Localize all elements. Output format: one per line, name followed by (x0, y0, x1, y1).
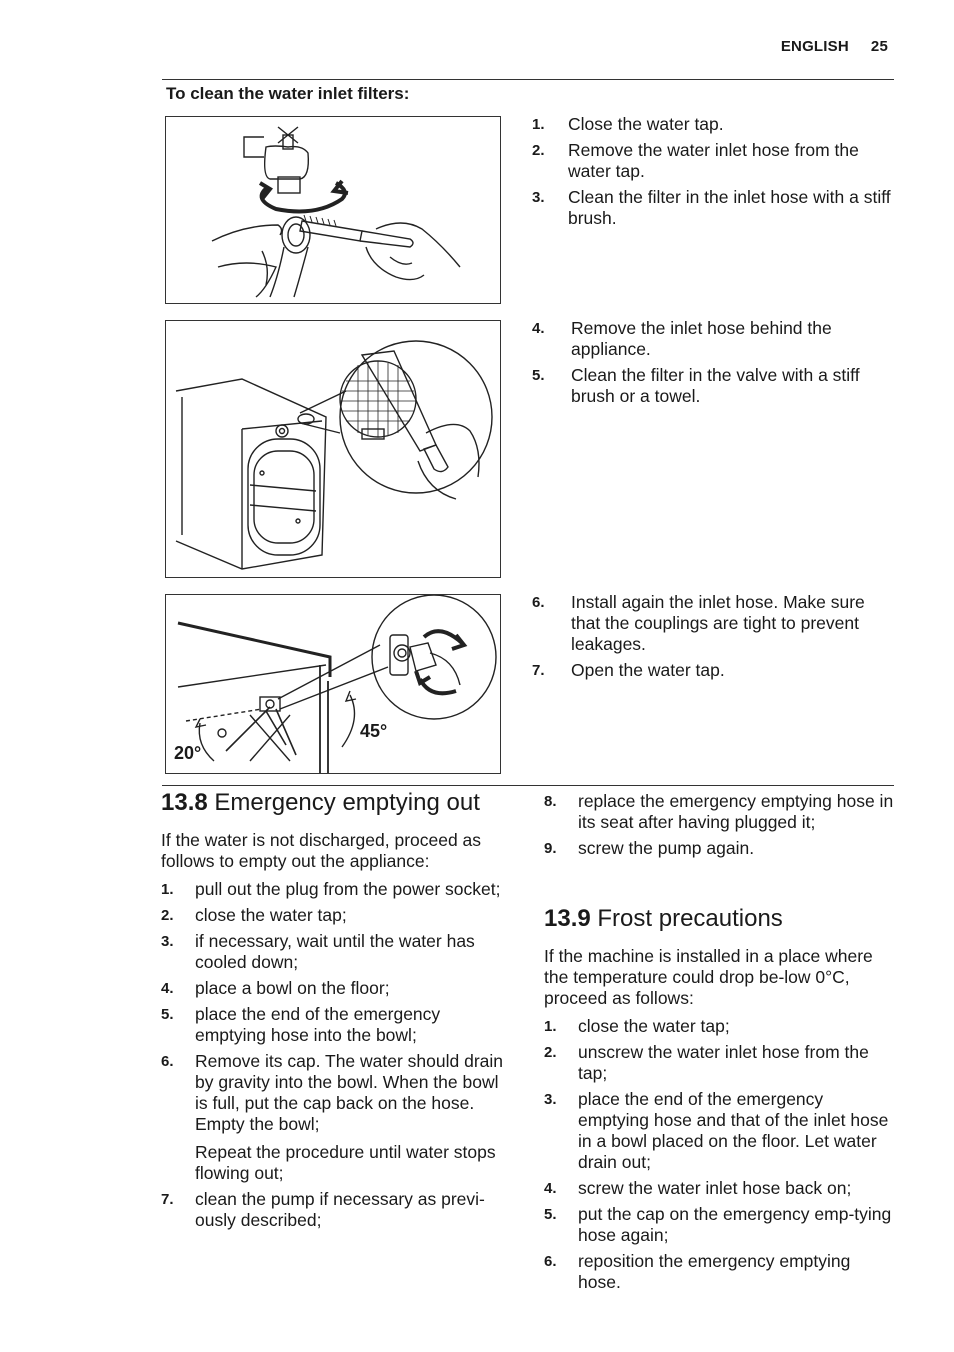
list-item: 2. close the water tap; (161, 905, 347, 925)
angle-45-label: 45° (360, 721, 388, 741)
list-item: 4. Remove the inlet hose behind the appliance. (532, 318, 832, 359)
list-item: 3. place the end of the emergency emptying hose and that of the inlet hose in a bowl placed on the floor. Let water drain out; (544, 1089, 889, 1172)
page-number: 25 (870, 38, 888, 55)
list-item: 9. screw the pump again. (544, 838, 755, 858)
frost-steps (544, 1016, 894, 1298)
list-item: 1. Close the water tap. (532, 114, 724, 134)
page-header (781, 38, 888, 55)
list-item: 4. place a bowl on the floor; (161, 978, 390, 998)
header-rule (162, 79, 894, 80)
hose-angles-illustration (166, 595, 500, 773)
list-item: 3. if necessary, wait until the water has cooled down; (161, 931, 475, 972)
emergency-intro: If the water is not discharged, proceed as follows to empty out the appliance: (161, 830, 482, 871)
list-item: 7. Open the water tap. (532, 660, 725, 680)
list-item: 3. Clean the filter in the inlet hose with a stiff brush. (532, 187, 891, 228)
angle-20-label: 20° (174, 743, 202, 763)
list-item: 1. close the water tap; (544, 1016, 730, 1036)
list-item: 4. screw the water inlet hose back on; (544, 1178, 852, 1198)
figure-tap-hose-filter (165, 116, 501, 304)
list-item: 5. put the cap on the emergency emp-tying hose again; (544, 1204, 892, 1245)
inlet-steps-block-1 (532, 114, 892, 234)
list-item: 1. pull out the plug from the power socket; (161, 879, 501, 899)
emergency-steps-continued (544, 791, 894, 864)
figure-hose-angles (165, 594, 501, 774)
figure-valve-filter (165, 320, 501, 578)
list-item: 2. Remove the water inlet hose from the water tap. (532, 140, 859, 181)
header-language: ENGLISH (780, 38, 849, 55)
inlet-steps-block-3 (532, 592, 892, 686)
inlet-steps-block-2 (532, 318, 892, 412)
list-item: 8. replace the emergency emptying hose in its seat after having plugged it; (544, 791, 894, 832)
emergency-heading: 13.8 Emergency emptying out (161, 789, 480, 816)
emergency-steps (161, 879, 513, 1236)
list-item: 5. Clean the filter in the valve with a stiff brush or a towel. (532, 365, 860, 406)
list-item: 6. reposition the emergency emptying hose. (544, 1251, 851, 1292)
frost-heading: 13.9 Frost precautions (544, 905, 783, 932)
list-item: 6. Install again the inlet hose. Make sure that the couplings are tight to prevent leakages. (532, 592, 865, 654)
inlet-section-title: To clean the water inlet filters: (166, 84, 410, 103)
list-item: 2. unscrew the water inlet hose from the tap; (544, 1042, 869, 1083)
list-item: 5. place the end of the emergency emptying hose into the bowl; (161, 1004, 441, 1045)
tap-hose-illustration (166, 117, 500, 303)
section-rule (162, 785, 894, 786)
list-item: 7. clean the pump if necessary as previ-ously described; (161, 1189, 485, 1230)
list-item: 6. Remove its cap. The water should drain by gravity into the bowl. When the bowl is full, put the cap back on the hose. Empty the bowl; Repeat the procedure until water stops flowing out; (161, 1051, 504, 1183)
frost-intro: If the machine is installed in a place where the temperature could drop be-low 0°C, proceed as follows: (544, 946, 873, 1008)
valve-filter-illustration (166, 321, 500, 577)
